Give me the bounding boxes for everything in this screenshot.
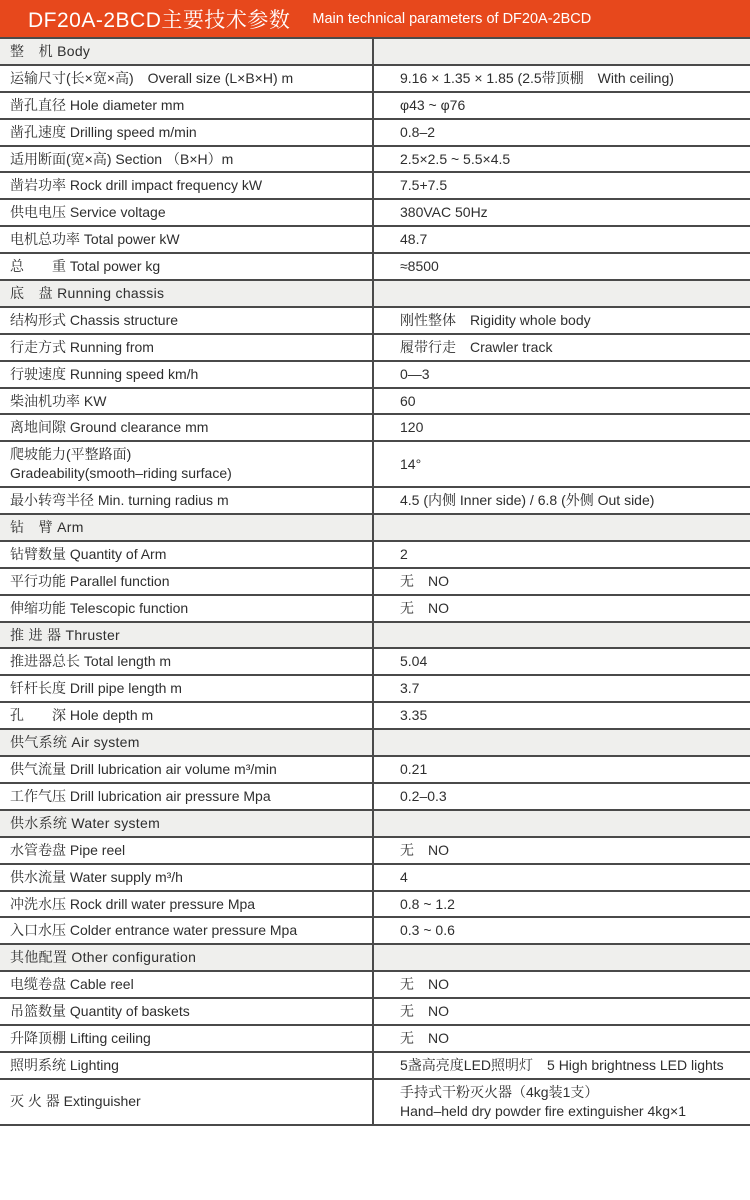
table-row	[0, 93, 750, 120]
row-value-text: 60	[400, 392, 416, 409]
row-value-text: ≈8500	[400, 258, 439, 275]
row-value	[372, 811, 750, 836]
row-label-text: 电机总功率 Total power kW	[10, 231, 180, 248]
row-value	[372, 442, 750, 486]
row-label	[0, 173, 372, 198]
row-label	[0, 784, 372, 809]
row-label-text: 柴油机功率 KW	[10, 392, 107, 409]
table-row	[0, 1080, 750, 1126]
row-label-text: 供气流量 Drill lubrication air volume m³/min	[10, 761, 277, 778]
table-row	[0, 488, 750, 515]
table-row	[0, 389, 750, 416]
row-value	[372, 515, 750, 540]
row-label-text: 钻臂数量 Quantity of Arm	[10, 545, 167, 562]
row-value	[372, 784, 750, 809]
row-value	[372, 623, 750, 648]
page-title: DF20A-2BCD主要技术参数	[28, 8, 291, 32]
row-value-text: 120	[400, 419, 424, 436]
row-value-text: 2	[400, 545, 408, 562]
row-value	[372, 649, 750, 674]
table-row	[0, 254, 750, 281]
table-row	[0, 918, 750, 945]
row-label-text: 凿岩功率 Rock drill impact frequency kW	[10, 177, 263, 194]
row-label	[0, 676, 372, 701]
row-value	[372, 120, 750, 145]
row-label	[0, 649, 372, 674]
row-value-text: 0.8–2	[400, 123, 436, 140]
row-label	[0, 1026, 372, 1051]
row-value-text: 5.04	[400, 653, 428, 670]
table-row	[0, 1026, 750, 1053]
section-label	[0, 515, 372, 540]
row-value-text: 0.2–0.3	[400, 787, 447, 804]
section-label	[0, 623, 372, 648]
row-value	[372, 676, 750, 701]
row-value-text: 2.5×2.5 ~ 5.5×4.5	[400, 150, 511, 167]
row-label-text: 供电电压 Service voltage	[10, 204, 166, 221]
row-label	[0, 1053, 372, 1078]
row-value-text: 380VAC 50Hz	[400, 204, 488, 221]
row-label-text: 供气系统 Air system	[10, 734, 140, 751]
row-value	[372, 227, 750, 252]
row-label	[0, 838, 372, 863]
row-value	[372, 335, 750, 360]
row-label	[0, 918, 372, 943]
table-row	[0, 649, 750, 676]
row-value	[372, 281, 750, 306]
row-label-text: 整 机 Body	[10, 43, 91, 59]
table-row	[0, 173, 750, 200]
row-label-text: 凿孔速度 Drilling speed m/min	[10, 123, 197, 140]
section-row	[0, 39, 750, 66]
row-value-text: 履带行走 Crawler track	[400, 338, 553, 355]
row-value	[372, 972, 750, 997]
section-label	[0, 811, 372, 836]
table-row	[0, 542, 750, 569]
table-row	[0, 442, 750, 488]
row-label	[0, 200, 372, 225]
row-label-text: 行走方式 Running from	[10, 338, 154, 355]
row-label-text: 结构形式 Chassis structure	[10, 311, 179, 328]
row-label-text: 凿孔直径 Hole diameter mm	[10, 96, 185, 113]
table-row	[0, 838, 750, 865]
row-value	[372, 66, 750, 91]
row-label	[0, 147, 372, 172]
row-value	[372, 999, 750, 1024]
row-label-text: 总 重 Total power kg	[10, 258, 161, 275]
row-value	[372, 542, 750, 567]
row-value-text: 48.7	[400, 231, 428, 248]
row-value	[372, 93, 750, 118]
row-label-text: 钻 臂 Arm	[10, 519, 84, 536]
row-label-text: 孔 深 Hole depth m	[10, 707, 154, 724]
row-value	[372, 488, 750, 513]
row-label	[0, 596, 372, 621]
row-label	[0, 362, 372, 387]
row-value-text: 7.5+7.5	[400, 177, 448, 194]
row-label	[0, 865, 372, 890]
row-label-text: 供水系统 Water system	[10, 814, 161, 831]
table-row	[0, 784, 750, 811]
row-value-text: 刚性整体 Rigidity whole body	[400, 311, 591, 328]
row-value-text: 无 NO	[400, 1003, 449, 1020]
row-value	[372, 308, 750, 333]
row-value	[372, 200, 750, 225]
row-label	[0, 66, 372, 91]
row-label-text: 离地间隙 Ground clearance mm	[10, 419, 209, 436]
section-label	[0, 281, 372, 306]
section-row	[0, 281, 750, 308]
row-label-text: 水管卷盘 Pipe reel	[10, 841, 126, 858]
row-value	[372, 362, 750, 387]
row-label	[0, 999, 372, 1024]
row-value	[372, 1026, 750, 1051]
section-label	[0, 730, 372, 755]
row-label	[0, 542, 372, 567]
row-value	[372, 415, 750, 440]
row-value-text: 0—3	[400, 365, 430, 382]
section-label	[0, 945, 372, 970]
row-label-text: 入口水压 Colder entrance water pressure Mpa	[10, 922, 298, 939]
row-label-text: 运输尺寸(长×宽×高) Overall size (L×B×H) m	[10, 69, 294, 86]
row-label	[0, 442, 372, 486]
row-value-text: 14°	[400, 455, 422, 472]
row-value-text: 0.21	[400, 761, 428, 778]
row-value-text: 无 NO	[400, 976, 449, 993]
row-label	[0, 389, 372, 414]
row-value	[372, 703, 750, 728]
row-label	[0, 335, 372, 360]
row-value-text: 4.5 (内侧 Inner side) / 6.8 (外侧 Out side)	[400, 492, 655, 509]
row-label	[0, 892, 372, 917]
row-value	[372, 757, 750, 782]
row-label-text: 电缆卷盘 Cable reel	[10, 976, 134, 993]
row-value	[372, 569, 750, 594]
row-label	[0, 308, 372, 333]
page-subtitle: Main technical parameters of DF20A-2BCD	[312, 10, 592, 27]
row-value-text-line2: Hand–held dry powder fire extinguisher 4kg×1	[400, 1102, 687, 1119]
row-value-text: 3.35	[400, 707, 428, 724]
row-label-text: 推 进 器 Thruster	[10, 626, 120, 643]
row-label-text: 最小转弯半径 Min. turning radius m	[10, 492, 229, 509]
row-value	[372, 918, 750, 943]
row-label-text: 钎杆长度 Drill pipe length m	[10, 680, 182, 697]
row-label	[0, 227, 372, 252]
title-bar	[0, 0, 750, 37]
table-row	[0, 362, 750, 389]
row-value	[372, 1080, 750, 1124]
table-row	[0, 308, 750, 335]
row-label	[0, 1080, 372, 1124]
table-row	[0, 676, 750, 703]
row-label-text: 平行功能 Parallel function	[10, 572, 170, 589]
table-row	[0, 757, 750, 784]
row-value	[372, 173, 750, 198]
row-value-text: 5盏高亮度LED照明灯 5 High brightness LED lights	[400, 1056, 724, 1073]
row-value	[372, 389, 750, 414]
section-row	[0, 515, 750, 542]
row-label-text: 行驶速度 Running speed km/h	[10, 365, 199, 382]
row-value	[372, 147, 750, 172]
row-label-text: 伸缩功能 Telescopic function	[10, 599, 189, 616]
section-row	[0, 945, 750, 972]
table-row	[0, 200, 750, 227]
row-label	[0, 569, 372, 594]
row-label	[0, 972, 372, 997]
section-row	[0, 730, 750, 757]
section-row	[0, 811, 750, 838]
table-row	[0, 892, 750, 919]
row-label	[0, 488, 372, 513]
row-value-text: 无 NO	[400, 1029, 449, 1046]
row-label-text: 适用断面(宽×高) Section （B×H）m	[10, 150, 234, 167]
row-value-text: 无 NO	[400, 841, 449, 858]
row-value	[372, 945, 750, 970]
table-row	[0, 569, 750, 596]
row-value	[372, 838, 750, 863]
row-value-text: 3.7	[400, 680, 420, 697]
row-value-text: φ43 ~ φ76	[400, 96, 466, 113]
row-label-text: 工作气压 Drill lubrication air pressure Mpa	[10, 787, 271, 804]
row-label	[0, 415, 372, 440]
row-label-text: 吊篮数量 Quantity of baskets	[10, 1003, 190, 1020]
row-value-text: 无 NO	[400, 572, 449, 589]
row-value	[372, 39, 750, 64]
row-value	[372, 254, 750, 279]
table-row	[0, 596, 750, 623]
row-value-text: 9.16 × 1.35 × 1.85 (2.5带顶棚 With ceiling)	[400, 69, 674, 86]
table-row	[0, 865, 750, 892]
table-row	[0, 120, 750, 147]
row-value	[372, 865, 750, 890]
row-label-text-line2: Gradeability(smooth–riding surface)	[10, 465, 232, 482]
row-label	[0, 703, 372, 728]
row-label-text: 推进器总长 Total length m	[10, 653, 172, 670]
row-label-text: 其他配置 Other configuration	[10, 949, 197, 966]
row-label	[0, 254, 372, 279]
row-value	[372, 892, 750, 917]
row-value-text: 无 NO	[400, 599, 449, 616]
row-label	[0, 757, 372, 782]
row-label-text: 灭 火 器 Extinguisher	[10, 1093, 141, 1110]
row-label-text: 爬坡能力(平整路面)	[10, 446, 132, 463]
table-row	[0, 972, 750, 999]
row-value	[372, 730, 750, 755]
row-label-text: 供水流量 Water supply m³/h	[10, 868, 183, 885]
row-label-text: 冲洗水压 Rock drill water pressure Mpa	[10, 895, 256, 912]
row-value-text: 0.3 ~ 0.6	[400, 922, 455, 939]
row-value	[372, 1053, 750, 1078]
table-row	[0, 703, 750, 730]
row-label-text: 照明系统 Lighting	[10, 1056, 119, 1073]
section-row	[0, 623, 750, 650]
row-value-text: 0.8 ~ 1.2	[400, 895, 455, 912]
row-value	[372, 596, 750, 621]
table-row	[0, 1053, 750, 1080]
row-value-text: 4	[400, 868, 408, 885]
table-row	[0, 335, 750, 362]
table-row	[0, 66, 750, 93]
row-value-text: 手持式干粉灭火器（4kg装1支）	[400, 1083, 599, 1100]
table-row	[0, 415, 750, 442]
section-label	[0, 39, 372, 64]
row-label-text: 升降顶棚 Lifting ceiling	[10, 1029, 151, 1046]
spec-table	[0, 37, 750, 1126]
table-row	[0, 999, 750, 1026]
table-row	[0, 227, 750, 254]
row-label	[0, 93, 372, 118]
row-label	[0, 120, 372, 145]
row-label-text: 底 盘 Running chassis	[10, 285, 165, 302]
table-row	[0, 147, 750, 174]
